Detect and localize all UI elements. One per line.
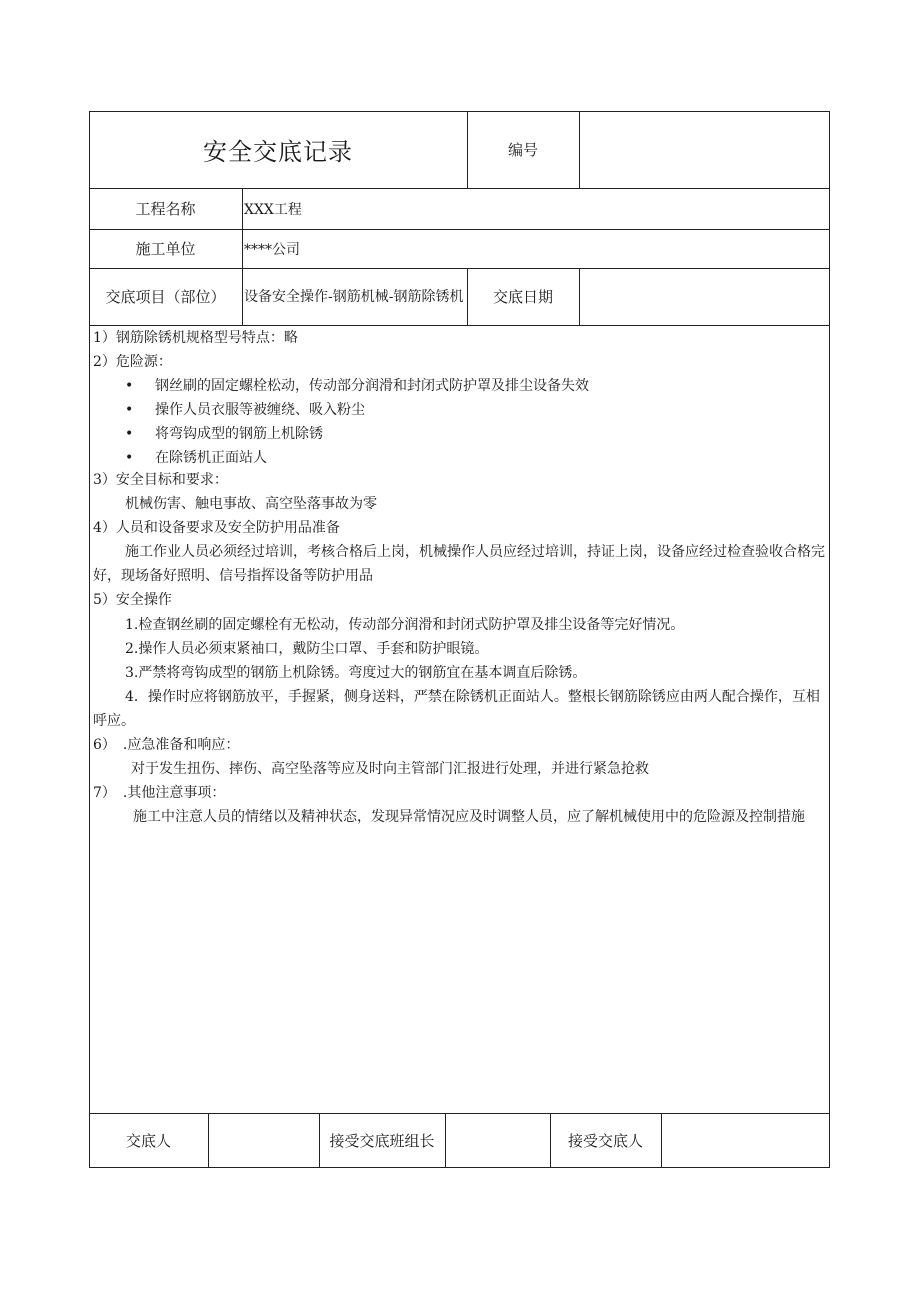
- team-leader-label: 接受交底班组长: [329, 1131, 435, 1150]
- bullet-icon: •: [125, 378, 134, 394]
- list-item: 3.严禁将弯钩成型的钢筋上机除锈。弯度过大的钢筋宜在基本调直后除锈。: [125, 665, 587, 681]
- construction-unit-label: 施工单位: [135, 240, 196, 258]
- disclosure-date-value[interactable]: [579, 268, 829, 325]
- section-notes-heading: 7） .其他注意事项：: [93, 785, 226, 801]
- receiver-signature-field[interactable]: [661, 1113, 829, 1167]
- team-leader-signature-field[interactable]: [445, 1113, 550, 1167]
- section-emergency-text: 对于发生扭伤、摔伤、高空坠落等应及时向主管部门汇报进行处理，并进行紧急抢救: [131, 761, 649, 777]
- disclosure-item-label: 交底项目（部位）: [105, 288, 226, 306]
- discloser-label: 交底人: [125, 1131, 171, 1150]
- project-name-label: 工程名称: [135, 200, 196, 218]
- form-title: 安全交底记录: [203, 138, 353, 166]
- list-item: • 在除锈机正面站人: [89, 446, 830, 470]
- section-hazards-heading: 2）危险源：: [93, 354, 172, 370]
- disclosure-date-label: 交底日期: [492, 288, 553, 306]
- list-item: • 将弯钩成型的钢筋上机除锈: [89, 422, 830, 446]
- section-emergency-heading: 6） .应急准备和响应：: [93, 737, 240, 753]
- border-line: [242, 188, 243, 326]
- safety-disclosure-form: [89, 111, 830, 1168]
- disclosure-item-value[interactable]: 设备安全操作-钢筋机械-钢筋除锈机: [244, 288, 464, 305]
- number-field[interactable]: [579, 111, 829, 188]
- bullet-icon: •: [125, 426, 134, 442]
- section-spec: 1）钢筋除锈机规格型号特点：略: [93, 330, 298, 346]
- list-item: • 钢丝刷的固定螺栓松动，传动部分润滑和封闭式防护罩及排尘设备失效: [89, 374, 830, 398]
- discloser-signature-field[interactable]: [208, 1113, 319, 1167]
- list-item: 4．操作时应将钢筋放平，手握紧，侧身送料，严禁在除锈机正面站人。整根长钢筋除锈应由两人配合操作，互相呼应。: [93, 689, 820, 729]
- section-operations-heading: 5）安全操作: [93, 592, 172, 608]
- receiver-label: 接受交底人: [567, 1131, 643, 1150]
- project-name-value[interactable]: XXX工程: [244, 201, 302, 218]
- list-item: 2.操作人员必须束紧袖口，戴防尘口罩、手套和防护眼镜。: [125, 641, 489, 657]
- list-item: • 操作人员衣服等被缠绕、吸入粉尘: [89, 398, 830, 422]
- section-personnel-text: 施工作业人员必须经过培训，考核合格后上岗，机械操作人员应经过培训，持证上岗，设备应经过检查验收合格完好，现场备好照明、信号指挥设备等防护用品: [93, 544, 825, 584]
- list-item: 1.检查钢丝刷的固定螺栓有无松动，传动部分润滑和封闭式防护罩及排尘设备等完好情况。: [125, 617, 685, 633]
- number-label: 编号: [507, 141, 538, 159]
- section-goals-text: 机械伤害、触电事故、高空坠落事故为零: [125, 496, 377, 512]
- construction-unit-value[interactable]: ****公司: [244, 241, 300, 258]
- section-personnel-heading: 4）人员和设备要求及安全防护用品准备: [93, 520, 340, 536]
- section-notes-text: 施工中注意人员的情绪以及精神状态，发现异常情况应及时调整人员，应了解机械使用中的危险源及控制措施: [133, 809, 805, 825]
- bullet-icon: •: [125, 450, 134, 466]
- disclosure-content: [89, 325, 830, 829]
- bullet-icon: •: [125, 402, 134, 418]
- section-goals-heading: 3）安全目标和要求：: [93, 472, 228, 488]
- border-line: [89, 1167, 830, 1168]
